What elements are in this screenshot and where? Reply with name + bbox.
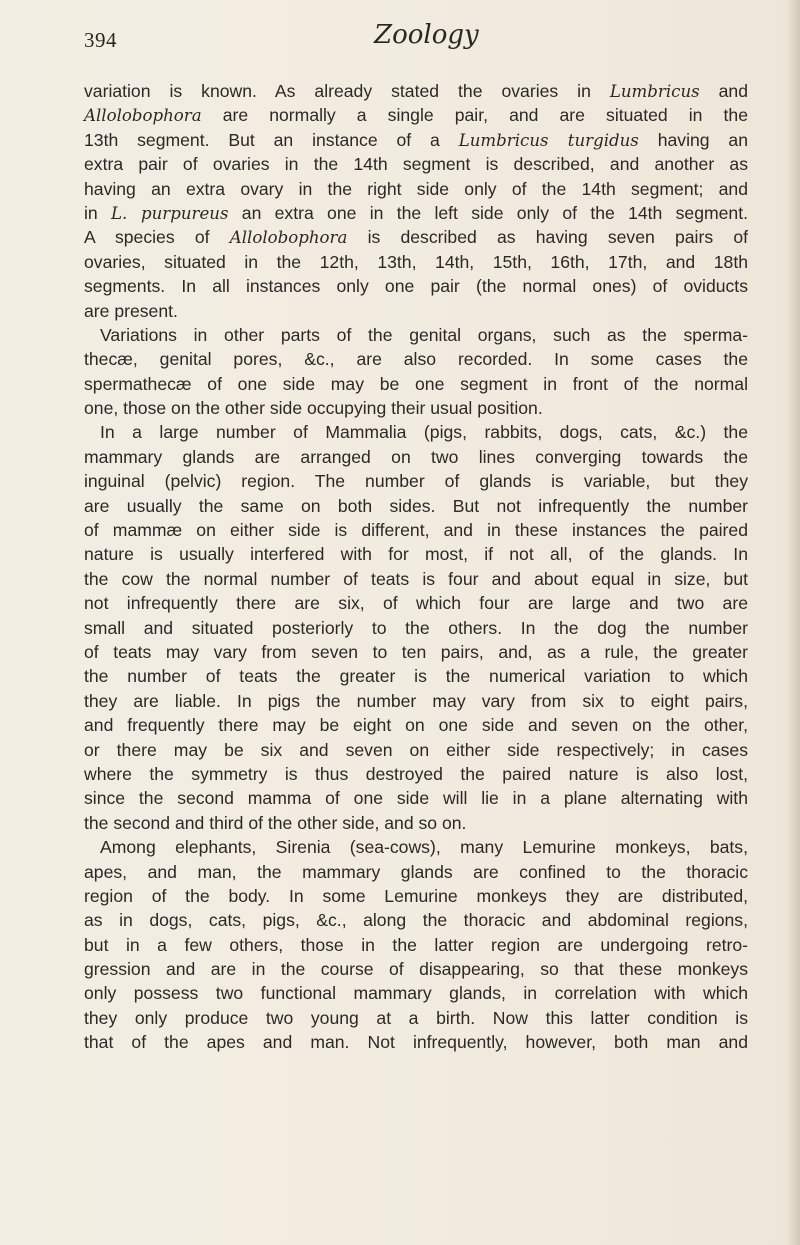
text-line: [84, 542, 748, 566]
text-line: [84, 762, 748, 786]
text-line: [84, 396, 748, 420]
text-segment: the second and third of the other side, and so on.: [84, 812, 467, 833]
page-number: 394: [84, 28, 117, 52]
text-line: [84, 420, 748, 444]
body-text: [84, 79, 748, 1055]
text-line: [84, 664, 748, 688]
text-line: [84, 1006, 748, 1030]
text-line: [84, 591, 748, 615]
species-name: L. purpureus: [111, 203, 229, 223]
text-line: [84, 372, 748, 396]
text-segment: or there may be six and seven on either side respectively; in cases: [84, 739, 748, 760]
text-segment: In a large number of Mammalia (pigs, rabbits, dogs, cats, &c.) the: [100, 422, 748, 443]
page-edge-shadow: [786, 0, 800, 1245]
text-line: [84, 884, 748, 908]
text-segment: 13th segment. But an instance of a: [84, 129, 459, 150]
text-segment: mammary glands are arranged on two lines converging towards the: [84, 446, 748, 467]
text-line: [84, 908, 748, 932]
text-line: [84, 445, 748, 469]
text-segment: but in a few others, those in the latter region are undergoing retro-: [84, 934, 748, 955]
text-segment: thecæ, genital pores, &c., are also recorded. In some cases the: [84, 349, 748, 370]
species-name: Lumbricus turgidus: [458, 130, 639, 150]
text-line: [84, 738, 748, 762]
text-segment: since the second mamma of one side will lie in a plane alternating with: [84, 788, 748, 809]
text-segment: nature is usually interfered with for most, if not all, of the glands. In: [84, 544, 748, 565]
text-line: [84, 469, 748, 493]
text-segment: are usually the same on both sides. But not infrequently the number: [84, 495, 748, 516]
text-segment: of mammæ on either side is different, and in these instances the paired: [84, 520, 748, 541]
text-segment: an extra one in the left side only of the 14th segment.: [228, 202, 748, 223]
text-line: [84, 567, 748, 591]
text-line: [84, 981, 748, 1005]
text-line: [84, 640, 748, 664]
text-line: [84, 128, 748, 152]
text-segment: are present.: [84, 300, 178, 321]
text-segment: of teats may vary from seven to ten pairs, and, as a rule, the greater: [84, 641, 748, 662]
text-line: [84, 518, 748, 542]
page-header: [84, 20, 734, 60]
text-segment: ovaries, situated in the 12th, 13th, 14th, 15th, 16th, 17th, and 18th: [84, 251, 748, 272]
text-segment: having an: [638, 129, 748, 150]
text-line: [84, 689, 748, 713]
text-segment: Among elephants, Sirenia (sea-cows), many Lemurine monkeys, bats,: [100, 837, 748, 858]
text-segment: gression and are in the course of disappearing, so that these monkeys: [84, 959, 748, 980]
text-line: [84, 274, 748, 298]
text-line: [84, 323, 748, 347]
text-line: [84, 933, 748, 957]
text-line: [84, 957, 748, 981]
species-name: Allolobophora: [84, 106, 202, 126]
text-segment: small and situated posteriorly to the others. In the dog the number: [84, 617, 748, 638]
text-segment: A species of: [84, 227, 230, 248]
text-segment: spermathecæ of one side may be one segment in front of the normal: [84, 373, 748, 394]
text-line: [84, 79, 748, 103]
text-line: [84, 494, 748, 518]
text-line: [84, 811, 748, 835]
text-line: [84, 201, 748, 225]
text-segment: that of the apes and man. Not infrequently, however, both man and: [84, 1032, 748, 1053]
text-line: [84, 152, 748, 176]
text-segment: they only produce two young at a birth. Now this latter condition is: [84, 1007, 748, 1028]
species-name: Lumbricus: [609, 82, 700, 101]
text-segment: where the symmetry is thus destroyed the paired nature is also lost,: [84, 763, 748, 784]
text-segment: the cow the normal number of teats is four and about equal in size, but: [84, 568, 748, 589]
text-line: [84, 177, 748, 201]
text-segment: is described as having seven pairs of: [347, 227, 749, 248]
text-segment: in: [84, 202, 111, 223]
text-line: [84, 713, 748, 737]
text-line: [84, 860, 748, 884]
text-segment: only possess two functional mammary glands, in correlation with which: [84, 983, 748, 1004]
text-line: [84, 103, 748, 127]
text-segment: one, those on the other side occupying their usual position.: [84, 398, 543, 419]
text-segment: they are liable. In pigs the number may vary from six to eight pairs,: [84, 690, 748, 711]
text-line: [84, 1030, 748, 1054]
text-line: [84, 786, 748, 810]
running-title: Zoology: [374, 20, 479, 50]
text-segment: variation is known. As already stated the ovaries in: [84, 81, 610, 101]
text-segment: as in dogs, cats, pigs, &c., along the thoracic and abdominal regions,: [84, 910, 748, 931]
text-segment: region of the body. In some Lemurine monkeys they are distributed,: [84, 885, 748, 906]
text-segment: are normally a single pair, and are situated in the: [201, 105, 748, 126]
text-segment: segments. In all instances only one pair (the normal ones) of oviducts: [84, 276, 748, 297]
text-segment: and: [699, 81, 748, 101]
text-line: [84, 835, 748, 859]
text-segment: inguinal (pelvic) region. The number of glands is variable, but they: [84, 471, 748, 492]
species-name: Allolobophora: [229, 228, 348, 248]
text-line: [84, 616, 748, 640]
text-line: [84, 299, 748, 323]
text-segment: not infrequently there are six, of which four are large and two are: [84, 593, 748, 614]
text-segment: having an extra ovary in the right side only of the 14th segment; and: [84, 178, 748, 199]
text-segment: the number of teats the greater is the numerical variation to which: [84, 666, 748, 687]
text-segment: apes, and man, the mammary glands are confined to the thoracic: [84, 861, 748, 882]
text-line: [84, 250, 748, 274]
text-line: [84, 347, 748, 371]
text-segment: Variations in other parts of the genital organs, such as the sperma-: [100, 324, 748, 345]
text-segment: extra pair of ovaries in the 14th segment is described, and another as: [84, 154, 748, 175]
text-segment: and frequently there may be eight on one side and seven on the other,: [84, 715, 748, 736]
text-line: [84, 225, 748, 249]
